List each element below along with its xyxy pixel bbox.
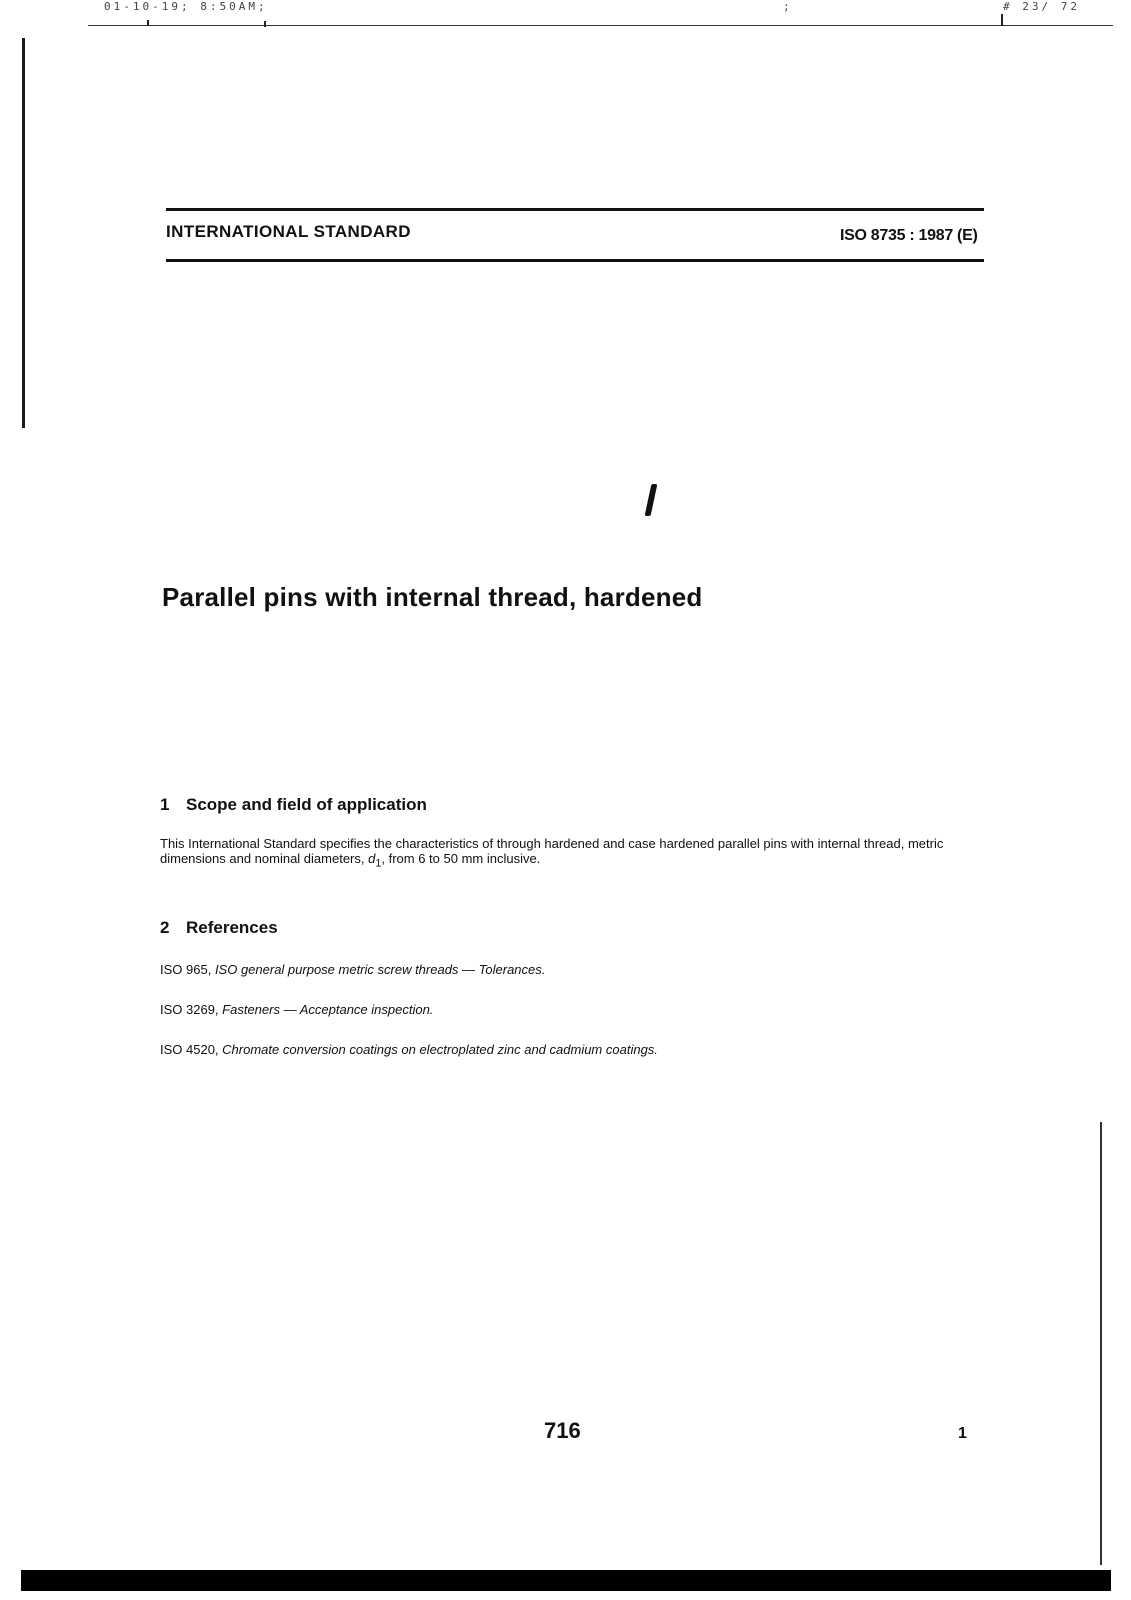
reference-item [160,1002,433,1017]
section-heading-text: References [186,918,278,937]
scan-edge-left [22,38,25,428]
section-number: 2 [160,918,170,937]
reference-title: Chromate conversion coatings on electroplated zinc and cadmium coatings. [222,1042,658,1057]
standard-label: INTERNATIONAL STANDARD [166,222,411,241]
diameter-subscript: 1 [375,857,382,870]
scan-speck [147,20,149,26]
section-heading-text: Scope and field of application [186,795,427,814]
header-rule-bottom [166,259,984,262]
reference-id: ISO 4520, [160,1042,219,1057]
standard-code: ISO 8735 : 1987 (E) [840,227,978,244]
document-title: Parallel pins with internal thread, hardened [162,582,703,612]
scan-edge-bottom [21,1570,1111,1591]
reference-item [160,962,545,977]
section-heading-scope [160,795,427,815]
fax-timestamp: 01-10-19; 8:50AM; [104,0,268,13]
scan-speck [264,21,266,27]
header-rule-top [166,208,984,211]
scope-text-end: , from 6 to 50 mm inclusive. [381,851,541,866]
diameter-symbol: d [368,851,376,866]
fax-header-rule [88,25,1113,26]
reference-item [160,1042,658,1057]
section-heading-references [160,918,278,938]
fax-separator: ; [783,0,793,13]
scan-edge-right [1100,1122,1102,1565]
reference-id: ISO 965, [160,962,212,977]
fax-page-counter: # 23/ 72 [1003,0,1080,13]
scope-text: This International Standard specifies the characteristics of through hardened and case hardened parallel pins with internal thread, metric dimensions and nominal diameters, [160,836,944,866]
reference-id: ISO 3269, [160,1002,219,1017]
page-number: 1 [958,1425,967,1442]
scan-speck [1001,14,1003,26]
reference-title: ISO general purpose metric screw threads — Tolerances. [214,962,546,977]
stamp-number: 716 [544,1418,581,1443]
scan-smudge [645,484,658,516]
scope-paragraph [160,836,1000,872]
section-number: 1 [160,795,170,814]
reference-title: Fasteners — Acceptance inspection. [222,1002,434,1017]
